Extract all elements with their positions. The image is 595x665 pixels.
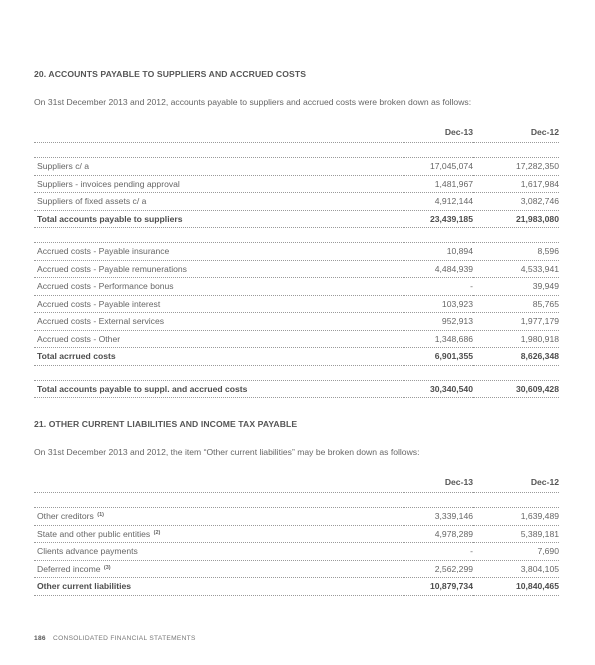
value-dec12: 30,609,428 — [473, 380, 559, 398]
value-dec13: 6,901,355 — [404, 348, 473, 366]
value-dec13: 952,913 — [404, 313, 473, 331]
value-dec13: 23,439,185 — [404, 210, 473, 228]
header-label-cell — [34, 472, 404, 493]
row-label: Clients advance payments — [37, 546, 138, 557]
table-row — [34, 193, 559, 211]
row-label: Suppliers - invoices pending approval — [34, 175, 404, 193]
table-row — [34, 508, 559, 526]
accounts-payable-table — [34, 122, 559, 398]
value-dec12: 17,282,350 — [473, 158, 559, 176]
row-label: State and other public entities — [37, 528, 151, 539]
value-dec12: 3,082,746 — [473, 193, 559, 211]
column-header-dec13: Dec-13 — [404, 472, 473, 493]
value-dec13: - — [404, 278, 473, 296]
value-dec12: 85,765 — [473, 295, 559, 313]
value-dec13: 1,348,686 — [404, 330, 473, 348]
spacer-row — [34, 228, 559, 243]
value-dec12: 4,533,941 — [473, 260, 559, 278]
row-label: Total acrrued costs — [34, 348, 404, 366]
footer-section-title: CONSOLIDATED FINANCIAL STATEMENTS — [53, 635, 196, 642]
table-header-row — [34, 122, 559, 143]
other-liabilities-table — [34, 472, 559, 596]
value-dec13: 4,912,144 — [404, 193, 473, 211]
value-dec12: 21,983,080 — [473, 210, 559, 228]
value-dec13: 3,339,146 — [404, 508, 473, 526]
value-dec13: - — [404, 543, 473, 561]
row-label: Other creditors — [37, 511, 94, 522]
section-21-intro: On 31st December 2013 and 2012, the item “Other current liabilities” may be broken down as follows: — [34, 447, 420, 457]
value-dec12: 1,980,918 — [473, 330, 559, 348]
value-dec12: 1,617,984 — [473, 175, 559, 193]
column-header-dec12: Dec-12 — [473, 472, 559, 493]
section-20-heading: 20. ACCOUNTS PAYABLE TO SUPPLIERS AND ACCRUED COSTS — [34, 69, 307, 79]
value-dec12: 1,977,179 — [473, 313, 559, 331]
footnote-marker: (3) — [103, 564, 111, 571]
row-label: Deferred income — [37, 563, 101, 574]
value-dec12: 5,389,181 — [473, 525, 559, 543]
row-label: Accrued costs - Payable interest — [34, 295, 404, 313]
row-label: Total accounts payable to suppliers — [34, 210, 404, 228]
row-label-cell — [34, 508, 404, 526]
suppliers-total-row — [34, 210, 559, 228]
value-dec12: 8,596 — [473, 243, 559, 261]
footnote-marker: (1) — [97, 512, 104, 519]
table-row — [34, 260, 559, 278]
row-label: Other current liabilities — [34, 578, 404, 596]
column-header-dec12: Dec-12 — [473, 122, 559, 143]
accrued-total-row — [34, 348, 559, 366]
value-dec13: 30,340,540 — [404, 380, 473, 398]
spacer-row — [34, 365, 559, 380]
value-dec13: 10,879,734 — [404, 578, 473, 596]
row-label-cell — [34, 543, 404, 561]
table-row — [34, 543, 559, 561]
page-number: 186 — [34, 635, 46, 642]
other-liabilities-total-row — [34, 578, 559, 596]
row-label: Accrued costs - Payable remunerations — [34, 260, 404, 278]
value-dec13: 103,923 — [404, 295, 473, 313]
value-dec12: 3,804,105 — [473, 560, 559, 578]
table-row — [34, 525, 559, 543]
value-dec12: 10,840,465 — [473, 578, 559, 596]
table-row — [34, 175, 559, 193]
value-dec13: 4,978,289 — [404, 525, 473, 543]
section-20-intro: On 31st December 2013 and 2012, accounts payable to suppliers and accrued costs were broken down as follows: — [34, 97, 472, 107]
value-dec13: 2,562,299 — [404, 560, 473, 578]
value-dec12: 7,690 — [473, 543, 559, 561]
table-row — [34, 278, 559, 296]
page-footer — [34, 635, 196, 642]
spacer-row — [34, 143, 559, 158]
value-dec12: 8,626,348 — [473, 348, 559, 366]
table-row — [34, 313, 559, 331]
section-21-heading: 21. OTHER CURRENT LIABILITIES AND INCOME TAX PAYABLE — [34, 419, 298, 429]
spacer-row — [34, 493, 559, 508]
table-row — [34, 158, 559, 176]
value-dec13: 1,481,967 — [404, 175, 473, 193]
value-dec13: 17,045,074 — [404, 158, 473, 176]
value-dec12: 39,949 — [473, 278, 559, 296]
table-row — [34, 243, 559, 261]
row-label-cell — [34, 560, 404, 578]
table-row — [34, 330, 559, 348]
row-label-cell — [34, 525, 404, 543]
table-header-row — [34, 472, 559, 493]
value-dec13: 4,484,939 — [404, 260, 473, 278]
row-label: Suppliers c/ a — [34, 158, 404, 176]
row-label: Accrued costs - Performance bonus — [34, 278, 404, 296]
table-row — [34, 295, 559, 313]
value-dec12: 1,639,489 — [473, 508, 559, 526]
value-dec13: 10,894 — [404, 243, 473, 261]
footnote-marker: (2) — [153, 529, 161, 536]
grand-total-row — [34, 380, 559, 398]
row-label: Accrued costs - External services — [34, 313, 404, 331]
row-label: Total accounts payable to suppl. and accrued costs — [34, 380, 404, 398]
row-label: Accrued costs - Other — [34, 330, 404, 348]
column-header-dec13: Dec-13 — [404, 122, 473, 143]
table-row — [34, 560, 559, 578]
row-label: Suppliers of fixed assets c/ a — [34, 193, 404, 211]
header-label-cell — [34, 122, 404, 143]
row-label: Accrued costs - Payable insurance — [34, 243, 404, 261]
